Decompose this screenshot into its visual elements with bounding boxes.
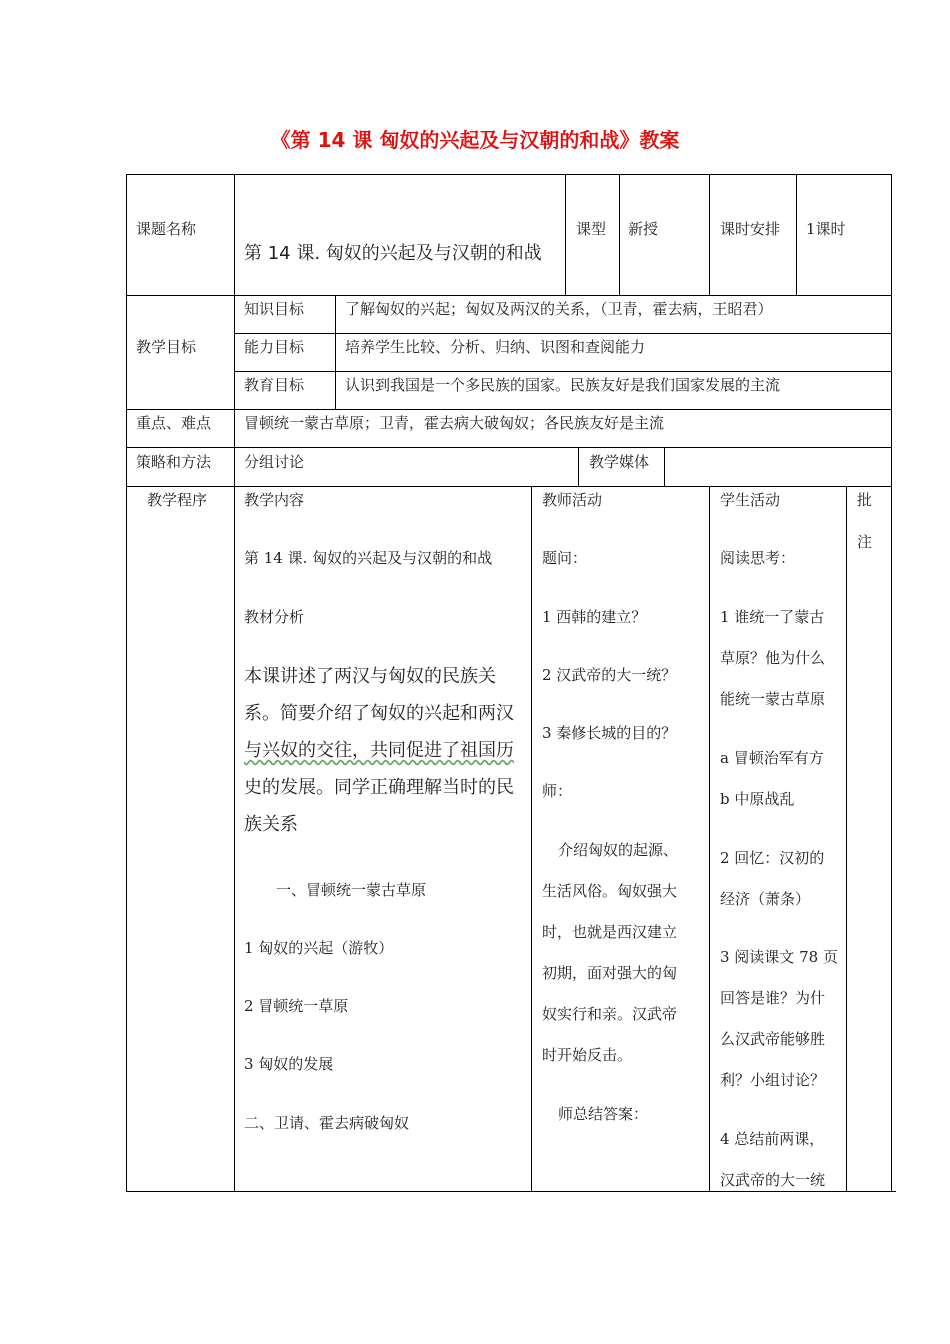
media-label: 教学媒体 [589, 453, 650, 471]
procedure-label: 教学程序 [147, 491, 208, 509]
student-line: 阅读思考： [720, 549, 796, 567]
student-line: 回答是谁？为什 [720, 989, 826, 1007]
table-border [234, 371, 892, 372]
notes-header-char: 注 [857, 533, 873, 551]
objectives-label: 教学目标 [136, 338, 197, 356]
content-line: 第 14 课. 匈奴的兴起及与汉朝的和战 [244, 549, 493, 567]
student-line: 3 阅读课文 78 页 [720, 948, 838, 966]
notes-header-char: 批 [857, 491, 873, 509]
teacher-line: 3 秦修长城的目的？ [542, 724, 677, 742]
student-line: 1 谁统一了蒙古 [720, 608, 825, 626]
analysis-line: 系。简要介绍了匈奴的兴起和两汉 [244, 703, 514, 724]
student-line: 能统一蒙古草原 [720, 690, 826, 708]
content-header: 教学内容 [244, 491, 305, 509]
outline-item: 3 匈奴的发展 [244, 1055, 334, 1073]
table-border [126, 409, 892, 410]
analysis-line: 族关系 [244, 814, 298, 835]
objective-label: 知识目标 [244, 300, 305, 318]
table-border [126, 1191, 896, 1192]
topic-value: 第 14 课. 匈奴的兴起及与汉朝的和战 [244, 243, 542, 264]
table-border [126, 174, 892, 175]
objective-value: 了解匈奴的兴起；匈奴及两汉的关系，（卫青，霍去病，王昭君） [345, 300, 773, 318]
teacher-line: 师： [542, 782, 573, 800]
strategy-value: 分组讨论 [244, 453, 305, 471]
outline-item: 二、卫请、霍去病破匈奴 [244, 1114, 410, 1132]
teacher-line: 师总结答案： [558, 1105, 649, 1123]
table-border [709, 174, 710, 295]
student-line: 草原？他为什么 [720, 649, 826, 667]
outline-item: 1 匈奴的兴起（游牧） [244, 939, 394, 957]
teacher-line: 时开始反击。 [542, 1046, 633, 1064]
teacher-line: 初期，面对强大的匈 [542, 964, 678, 982]
objective-label: 教育目标 [244, 376, 305, 394]
table-border [126, 486, 892, 487]
objective-value: 培养学生比较、分析、归纳、识图和查阅能力 [345, 338, 646, 356]
key-points-value: 冒顿统一蒙古草原；卫青，霍去病大破匈奴；各民族友好是主流 [244, 414, 665, 432]
table-border [891, 174, 892, 1191]
teacher-line: 1 西韩的建立？ [542, 608, 647, 626]
topic-label: 课题名称 [136, 220, 197, 238]
objective-value: 认识到我国是一个多民族的国家。民族友好是我们国家发展的主流 [345, 376, 781, 394]
table-border [126, 447, 892, 448]
student-header: 学生活动 [720, 491, 781, 509]
key-points-label: 重点、难点 [136, 414, 212, 432]
table-border [709, 486, 710, 1191]
table-border [578, 447, 579, 486]
teacher-header: 教师活动 [542, 491, 603, 509]
table-border [126, 174, 127, 1191]
page-title: 《第 14 课 匈奴的兴起及与汉朝的和战》教案 [270, 128, 680, 152]
table-border [664, 447, 665, 486]
analysis-line: 史的发展。同学正确理解当时的民 [244, 777, 514, 798]
analysis-line: 本课讲述了两汉与匈奴的民族关 [244, 666, 496, 687]
type-value: 新授 [628, 220, 659, 238]
table-border [846, 486, 847, 1191]
teacher-line: 奴实行和亲。汉武帝 [542, 1005, 678, 1023]
student-line: 汉武帝的大一统 [720, 1171, 826, 1189]
table-border [531, 486, 532, 1191]
table-border [126, 295, 892, 296]
student-line: 4 总结前两课， [720, 1130, 825, 1148]
type-label: 课型 [576, 220, 607, 238]
table-border [565, 174, 566, 295]
objective-label: 能力目标 [244, 338, 305, 356]
teacher-line: 生活风俗。匈奴强大 [542, 882, 678, 900]
teacher-line: 时，也就是西汉建立 [542, 923, 678, 941]
teacher-line: 题问： [542, 549, 588, 567]
analysis-line: 与兴奴的交往，共同促进了祖国历 [244, 740, 514, 761]
student-line: b 中原战乱 [720, 790, 795, 808]
time-label: 课时安排 [720, 220, 781, 238]
time-value: 1课时 [806, 220, 846, 238]
outline-item: 一、冒顿统一蒙古草原 [276, 881, 427, 899]
table-border [234, 174, 235, 1191]
table-border [619, 174, 620, 295]
student-line: 经济（萧条） [720, 890, 811, 908]
content-line: 教材分析 [244, 608, 305, 626]
teacher-line: 介绍匈奴的起源、 [558, 841, 679, 859]
table-border [234, 333, 892, 334]
student-line: 利？小组讨论？ [720, 1071, 826, 1089]
table-border [335, 295, 336, 409]
student-line: a 冒顿治军有方 [720, 749, 824, 767]
outline-item: 2 冒顿统一草原 [244, 997, 349, 1015]
strategy-label: 策略和方法 [136, 453, 212, 471]
student-line: 2 回忆：汉初的 [720, 849, 825, 867]
teacher-line: 2 汉武帝的大一统？ [542, 666, 677, 684]
table-border [796, 174, 797, 295]
student-line: 么汉武帝能够胜 [720, 1030, 826, 1048]
